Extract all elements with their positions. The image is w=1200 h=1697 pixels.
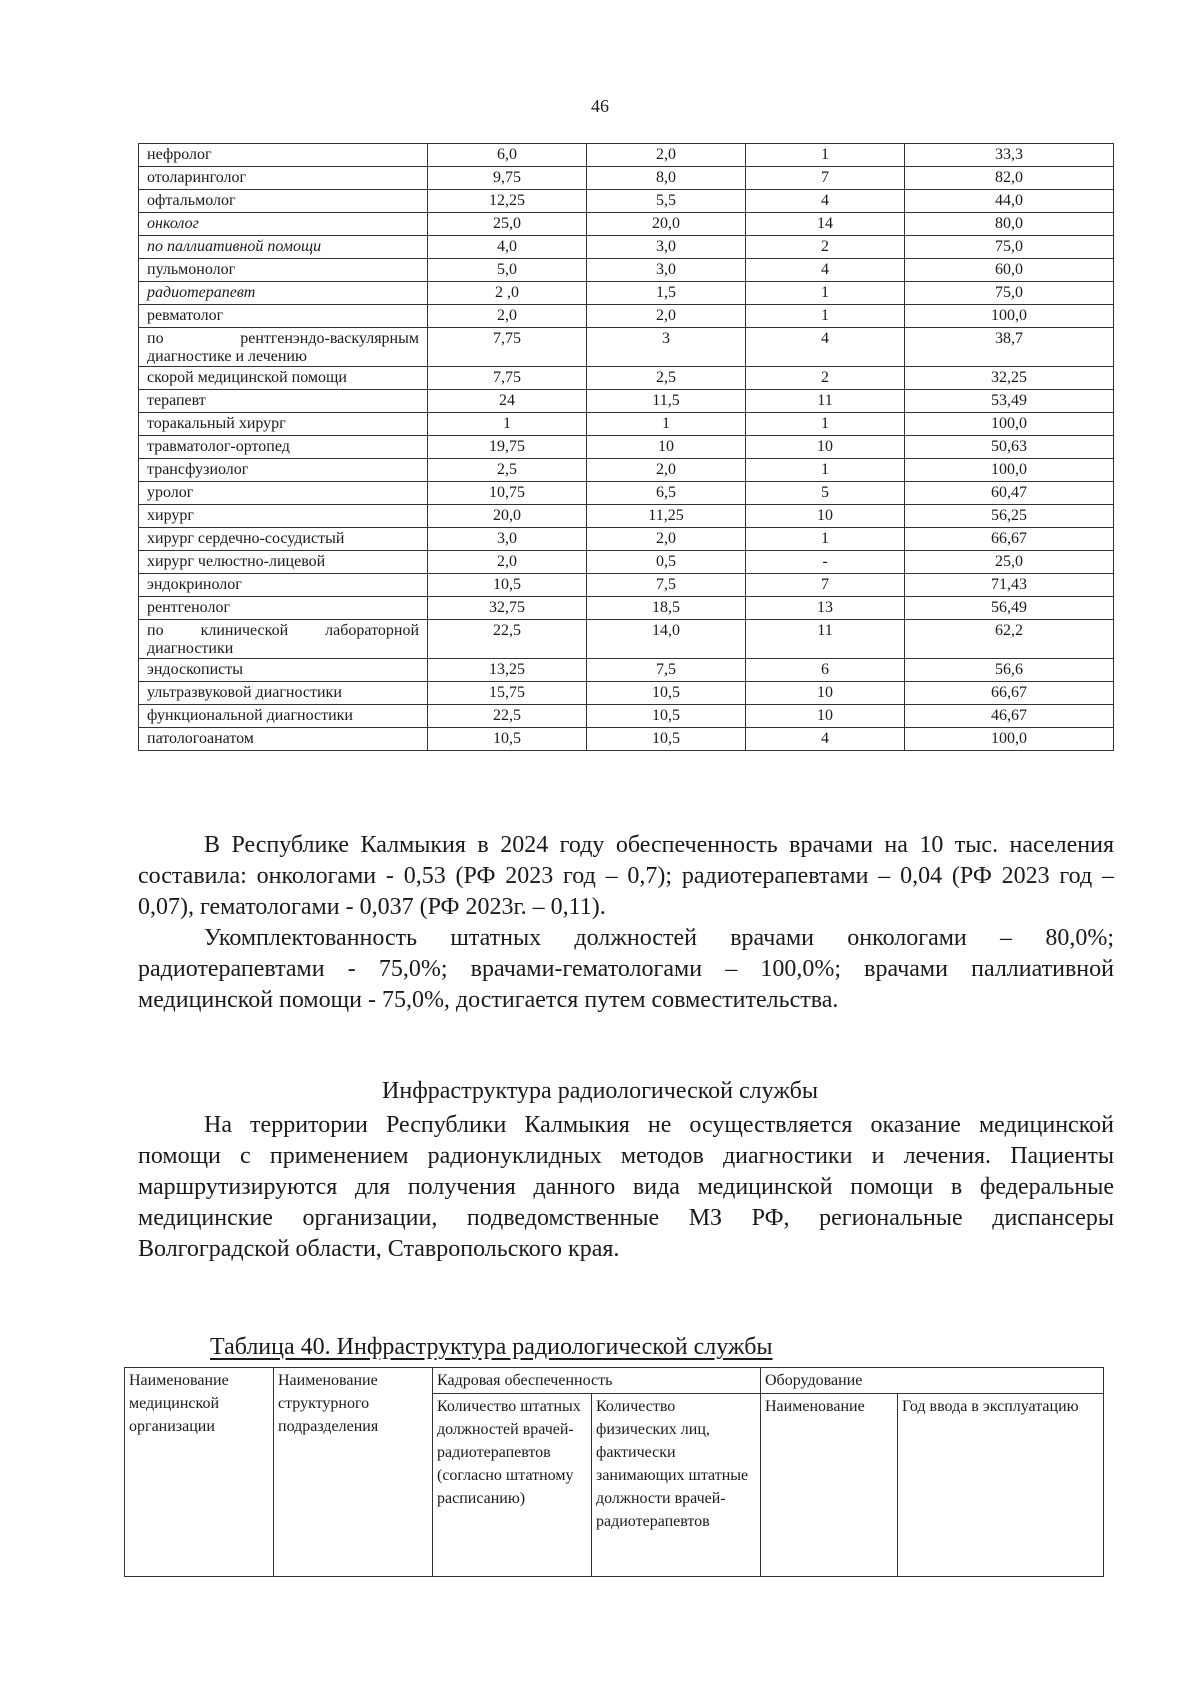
paragraph-doctor-provision-text: В Республике Калмыкия в 2024 году обеспеченность врачами на 10 тыс. населения составила: онкологами - 0,53 (РФ 2023 год – 0,7); радиотерапевтами – 0,04 (РФ 2023 год – 0,07), гематологами - 0,037 (РФ 2023г. – 0,11). — [138, 832, 1114, 920]
value-cell-3: 2 — [746, 236, 905, 259]
value-cell-3: 4 — [746, 728, 905, 751]
specialty-cell: ревматолог — [139, 305, 428, 328]
specialty-cell: по паллиативной помощи — [139, 236, 428, 259]
value-cell-4: 44,0 — [905, 190, 1114, 213]
specialty-cell: трансфузиолог — [139, 459, 428, 482]
table-row — [139, 597, 1114, 620]
specialty-cell: уролог — [139, 482, 428, 505]
value-cell-3: 10 — [746, 436, 905, 459]
table-row — [139, 459, 1114, 482]
table-row — [139, 328, 1114, 367]
paragraph-radiology-infrastructure-text: На территории Республики Калмыкия не осуществляется оказание медицинской помощи с применением радионуклидных методов диагностики и лечения. Пациенты маршрутизируются для получения данного вида медицинской помощи в федеральные медицинские организации, подведомственные МЗ РФ, региональные диспансеры Волгоградской области, Ставропольского края. — [138, 1112, 1114, 1262]
value-cell-2: 5,5 — [587, 190, 746, 213]
value-cell-1: 19,75 — [428, 436, 587, 459]
value-cell-2: 3 — [587, 328, 746, 367]
value-cell-1: 7,75 — [428, 328, 587, 367]
paragraph-doctor-provision — [138, 830, 1114, 923]
value-cell-1: 9,75 — [428, 167, 587, 190]
value-cell-2: 2,0 — [587, 144, 746, 167]
value-cell-2: 7,5 — [587, 659, 746, 682]
table-caption: Таблица 40. Инфраструктура радиологической службы — [210, 1334, 773, 1360]
page-number: 46 — [591, 96, 609, 116]
value-cell-2: 10,5 — [587, 705, 746, 728]
value-cell-3: 11 — [746, 620, 905, 659]
specialty-cell: онколог — [139, 213, 428, 236]
value-cell-1: 2,5 — [428, 459, 587, 482]
value-cell-3: 11 — [746, 390, 905, 413]
value-cell-1: 10,75 — [428, 482, 587, 505]
value-cell-1: 10,5 — [428, 728, 587, 751]
value-cell-3: 6 — [746, 659, 905, 682]
value-cell-4: 100,0 — [905, 305, 1114, 328]
value-cell-4: 75,0 — [905, 282, 1114, 305]
specialty-cell: хирург сердечно-сосудистый — [139, 528, 428, 551]
value-cell-1: 12,25 — [428, 190, 587, 213]
value-cell-4: 33,3 — [905, 144, 1114, 167]
value-cell-3: 1 — [746, 528, 905, 551]
header-commissioning-year: Год ввода в эксплуатацию — [898, 1394, 1104, 1577]
value-cell-4: 71,43 — [905, 574, 1114, 597]
specialty-cell: ультразвуковой диагностики — [139, 682, 428, 705]
value-cell-2: 11,25 — [587, 505, 746, 528]
value-cell-4: 32,25 — [905, 367, 1114, 390]
value-cell-2: 1,5 — [587, 282, 746, 305]
value-cell-4: 60,0 — [905, 259, 1114, 282]
table-row — [139, 282, 1114, 305]
value-cell-1: 3,0 — [428, 528, 587, 551]
value-cell-1: 25,0 — [428, 213, 587, 236]
value-cell-4: 100,0 — [905, 413, 1114, 436]
specialty-cell: скорой медицинской помощи — [139, 367, 428, 390]
value-cell-4: 82,0 — [905, 167, 1114, 190]
paragraph-staffing-rate-text: Укомплектованность штатных должностей врачами онкологами – 80,0%; радиотерапевтами - 75,0%; врачами-гематологами – 100,0%; врачами паллиативной медицинской помощи - 75,0%, достигается путем совместительства. — [138, 925, 1114, 1013]
value-cell-4: 38,7 — [905, 328, 1114, 367]
value-cell-1: 2 ,0 — [428, 282, 587, 305]
table-row — [139, 367, 1114, 390]
value-cell-1: 5,0 — [428, 259, 587, 282]
value-cell-2: 7,5 — [587, 574, 746, 597]
specialty-cell: нефролог — [139, 144, 428, 167]
table-row — [139, 144, 1114, 167]
value-cell-4: 53,49 — [905, 390, 1114, 413]
value-cell-3: 1 — [746, 282, 905, 305]
specialty-cell: терапевт — [139, 390, 428, 413]
value-cell-2: 3,0 — [587, 236, 746, 259]
section-heading: Инфраструктура радиологической службы — [382, 1078, 818, 1104]
value-cell-4: 62,2 — [905, 620, 1114, 659]
specialty-cell: эндокринолог — [139, 574, 428, 597]
specialty-cell: торакальный хирург — [139, 413, 428, 436]
table-row — [139, 682, 1114, 705]
value-cell-1: 22,5 — [428, 705, 587, 728]
value-cell-4: 100,0 — [905, 459, 1114, 482]
value-cell-3: 10 — [746, 682, 905, 705]
value-cell-2: 10,5 — [587, 682, 746, 705]
paragraph-radiology-infrastructure — [138, 1110, 1114, 1265]
value-cell-4: 66,67 — [905, 682, 1114, 705]
value-cell-2: 1 — [587, 413, 746, 436]
table-row — [139, 620, 1114, 659]
header-structural-unit: Наименование структурного подразделения — [274, 1368, 433, 1577]
value-cell-2: 0,5 — [587, 551, 746, 574]
value-cell-2: 10 — [587, 436, 746, 459]
staffing-table — [138, 143, 1114, 751]
table-row — [139, 728, 1114, 751]
table-row — [139, 167, 1114, 190]
value-cell-2: 11,5 — [587, 390, 746, 413]
value-cell-3: 2 — [746, 367, 905, 390]
value-cell-1: 6,0 — [428, 144, 587, 167]
value-cell-2: 8,0 — [587, 167, 746, 190]
table-row — [139, 259, 1114, 282]
radiology-infrastructure-table — [124, 1367, 1104, 1577]
table-row — [139, 436, 1114, 459]
value-cell-2: 2,0 — [587, 528, 746, 551]
specialty-cell: по рентгенэндо-васкулярным диагностике и лечению — [139, 328, 428, 367]
value-cell-3: 1 — [746, 305, 905, 328]
value-cell-4: 25,0 — [905, 551, 1114, 574]
header-organization: Наименование медицинской организации — [125, 1368, 274, 1577]
specialty-cell: хирург челюстно-лицевой — [139, 551, 428, 574]
value-cell-2: 3,0 — [587, 259, 746, 282]
header-staffing-group: Кадровая обеспеченность — [433, 1368, 761, 1394]
table-row — [139, 190, 1114, 213]
value-cell-1: 2,0 — [428, 305, 587, 328]
header-equipment-group: Оборудование — [761, 1368, 1104, 1394]
specialty-cell: пульмонолог — [139, 259, 428, 282]
table-row — [139, 551, 1114, 574]
value-cell-3: 7 — [746, 167, 905, 190]
value-cell-4: 56,6 — [905, 659, 1114, 682]
value-cell-2: 2,0 — [587, 305, 746, 328]
value-cell-3: 10 — [746, 505, 905, 528]
value-cell-2: 2,5 — [587, 367, 746, 390]
value-cell-2: 20,0 — [587, 213, 746, 236]
value-cell-3: 14 — [746, 213, 905, 236]
value-cell-4: 100,0 — [905, 728, 1114, 751]
value-cell-2: 6,5 — [587, 482, 746, 505]
value-cell-1: 13,25 — [428, 659, 587, 682]
table-row — [139, 390, 1114, 413]
value-cell-1: 22,5 — [428, 620, 587, 659]
header-equipment-name: Наименование — [761, 1394, 898, 1577]
table-row — [139, 213, 1114, 236]
value-cell-3: 4 — [746, 328, 905, 367]
specialty-cell: хирург — [139, 505, 428, 528]
specialty-cell: функциональной диагностики — [139, 705, 428, 728]
specialty-cell: патологоанатом — [139, 728, 428, 751]
value-cell-1: 20,0 — [428, 505, 587, 528]
value-cell-4: 75,0 — [905, 236, 1114, 259]
value-cell-1: 24 — [428, 390, 587, 413]
value-cell-4: 66,67 — [905, 528, 1114, 551]
value-cell-2: 18,5 — [587, 597, 746, 620]
value-cell-4: 80,0 — [905, 213, 1114, 236]
value-cell-3: 1 — [746, 144, 905, 167]
value-cell-1: 7,75 — [428, 367, 587, 390]
value-cell-1: 2,0 — [428, 551, 587, 574]
value-cell-1: 4,0 — [428, 236, 587, 259]
table-row — [139, 413, 1114, 436]
value-cell-3: 10 — [746, 705, 905, 728]
table-row — [139, 659, 1114, 682]
value-cell-3: 5 — [746, 482, 905, 505]
value-cell-2: 10,5 — [587, 728, 746, 751]
value-cell-3: 4 — [746, 190, 905, 213]
value-cell-4: 60,47 — [905, 482, 1114, 505]
specialty-cell: по клинической лабораторной диагностики — [139, 620, 428, 659]
table-row — [139, 236, 1114, 259]
specialty-cell: отоларинголог — [139, 167, 428, 190]
value-cell-4: 50,63 — [905, 436, 1114, 459]
value-cell-1: 1 — [428, 413, 587, 436]
specialty-cell: офтальмолог — [139, 190, 428, 213]
specialty-cell: рентгенолог — [139, 597, 428, 620]
value-cell-3: 4 — [746, 259, 905, 282]
specialty-cell: эндоскописты — [139, 659, 428, 682]
value-cell-2: 14,0 — [587, 620, 746, 659]
value-cell-2: 2,0 — [587, 459, 746, 482]
value-cell-1: 15,75 — [428, 682, 587, 705]
value-cell-1: 10,5 — [428, 574, 587, 597]
value-cell-4: 56,49 — [905, 597, 1114, 620]
table-row — [139, 482, 1114, 505]
table-row — [139, 505, 1114, 528]
value-cell-4: 56,25 — [905, 505, 1114, 528]
value-cell-3: 1 — [746, 459, 905, 482]
value-cell-4: 46,67 — [905, 705, 1114, 728]
value-cell-1: 32,75 — [428, 597, 587, 620]
paragraph-staffing-rate — [138, 923, 1114, 1016]
table-row — [139, 705, 1114, 728]
value-cell-3: 7 — [746, 574, 905, 597]
specialty-cell: радиотерапевт — [139, 282, 428, 305]
value-cell-3: 1 — [746, 413, 905, 436]
table-row — [139, 528, 1114, 551]
table-row — [139, 574, 1114, 597]
value-cell-3: 13 — [746, 597, 905, 620]
header-physical-persons: Количество физических лиц, фактически занимающих штатные должности врачей-радиотерапевтов — [592, 1394, 761, 1577]
header-staff-positions: Количество штатных должностей врачей-радиотерапевтов (согласно штатному расписанию) — [433, 1394, 592, 1577]
value-cell-3: - — [746, 551, 905, 574]
table-row — [139, 305, 1114, 328]
specialty-cell: травматолог-ортопед — [139, 436, 428, 459]
